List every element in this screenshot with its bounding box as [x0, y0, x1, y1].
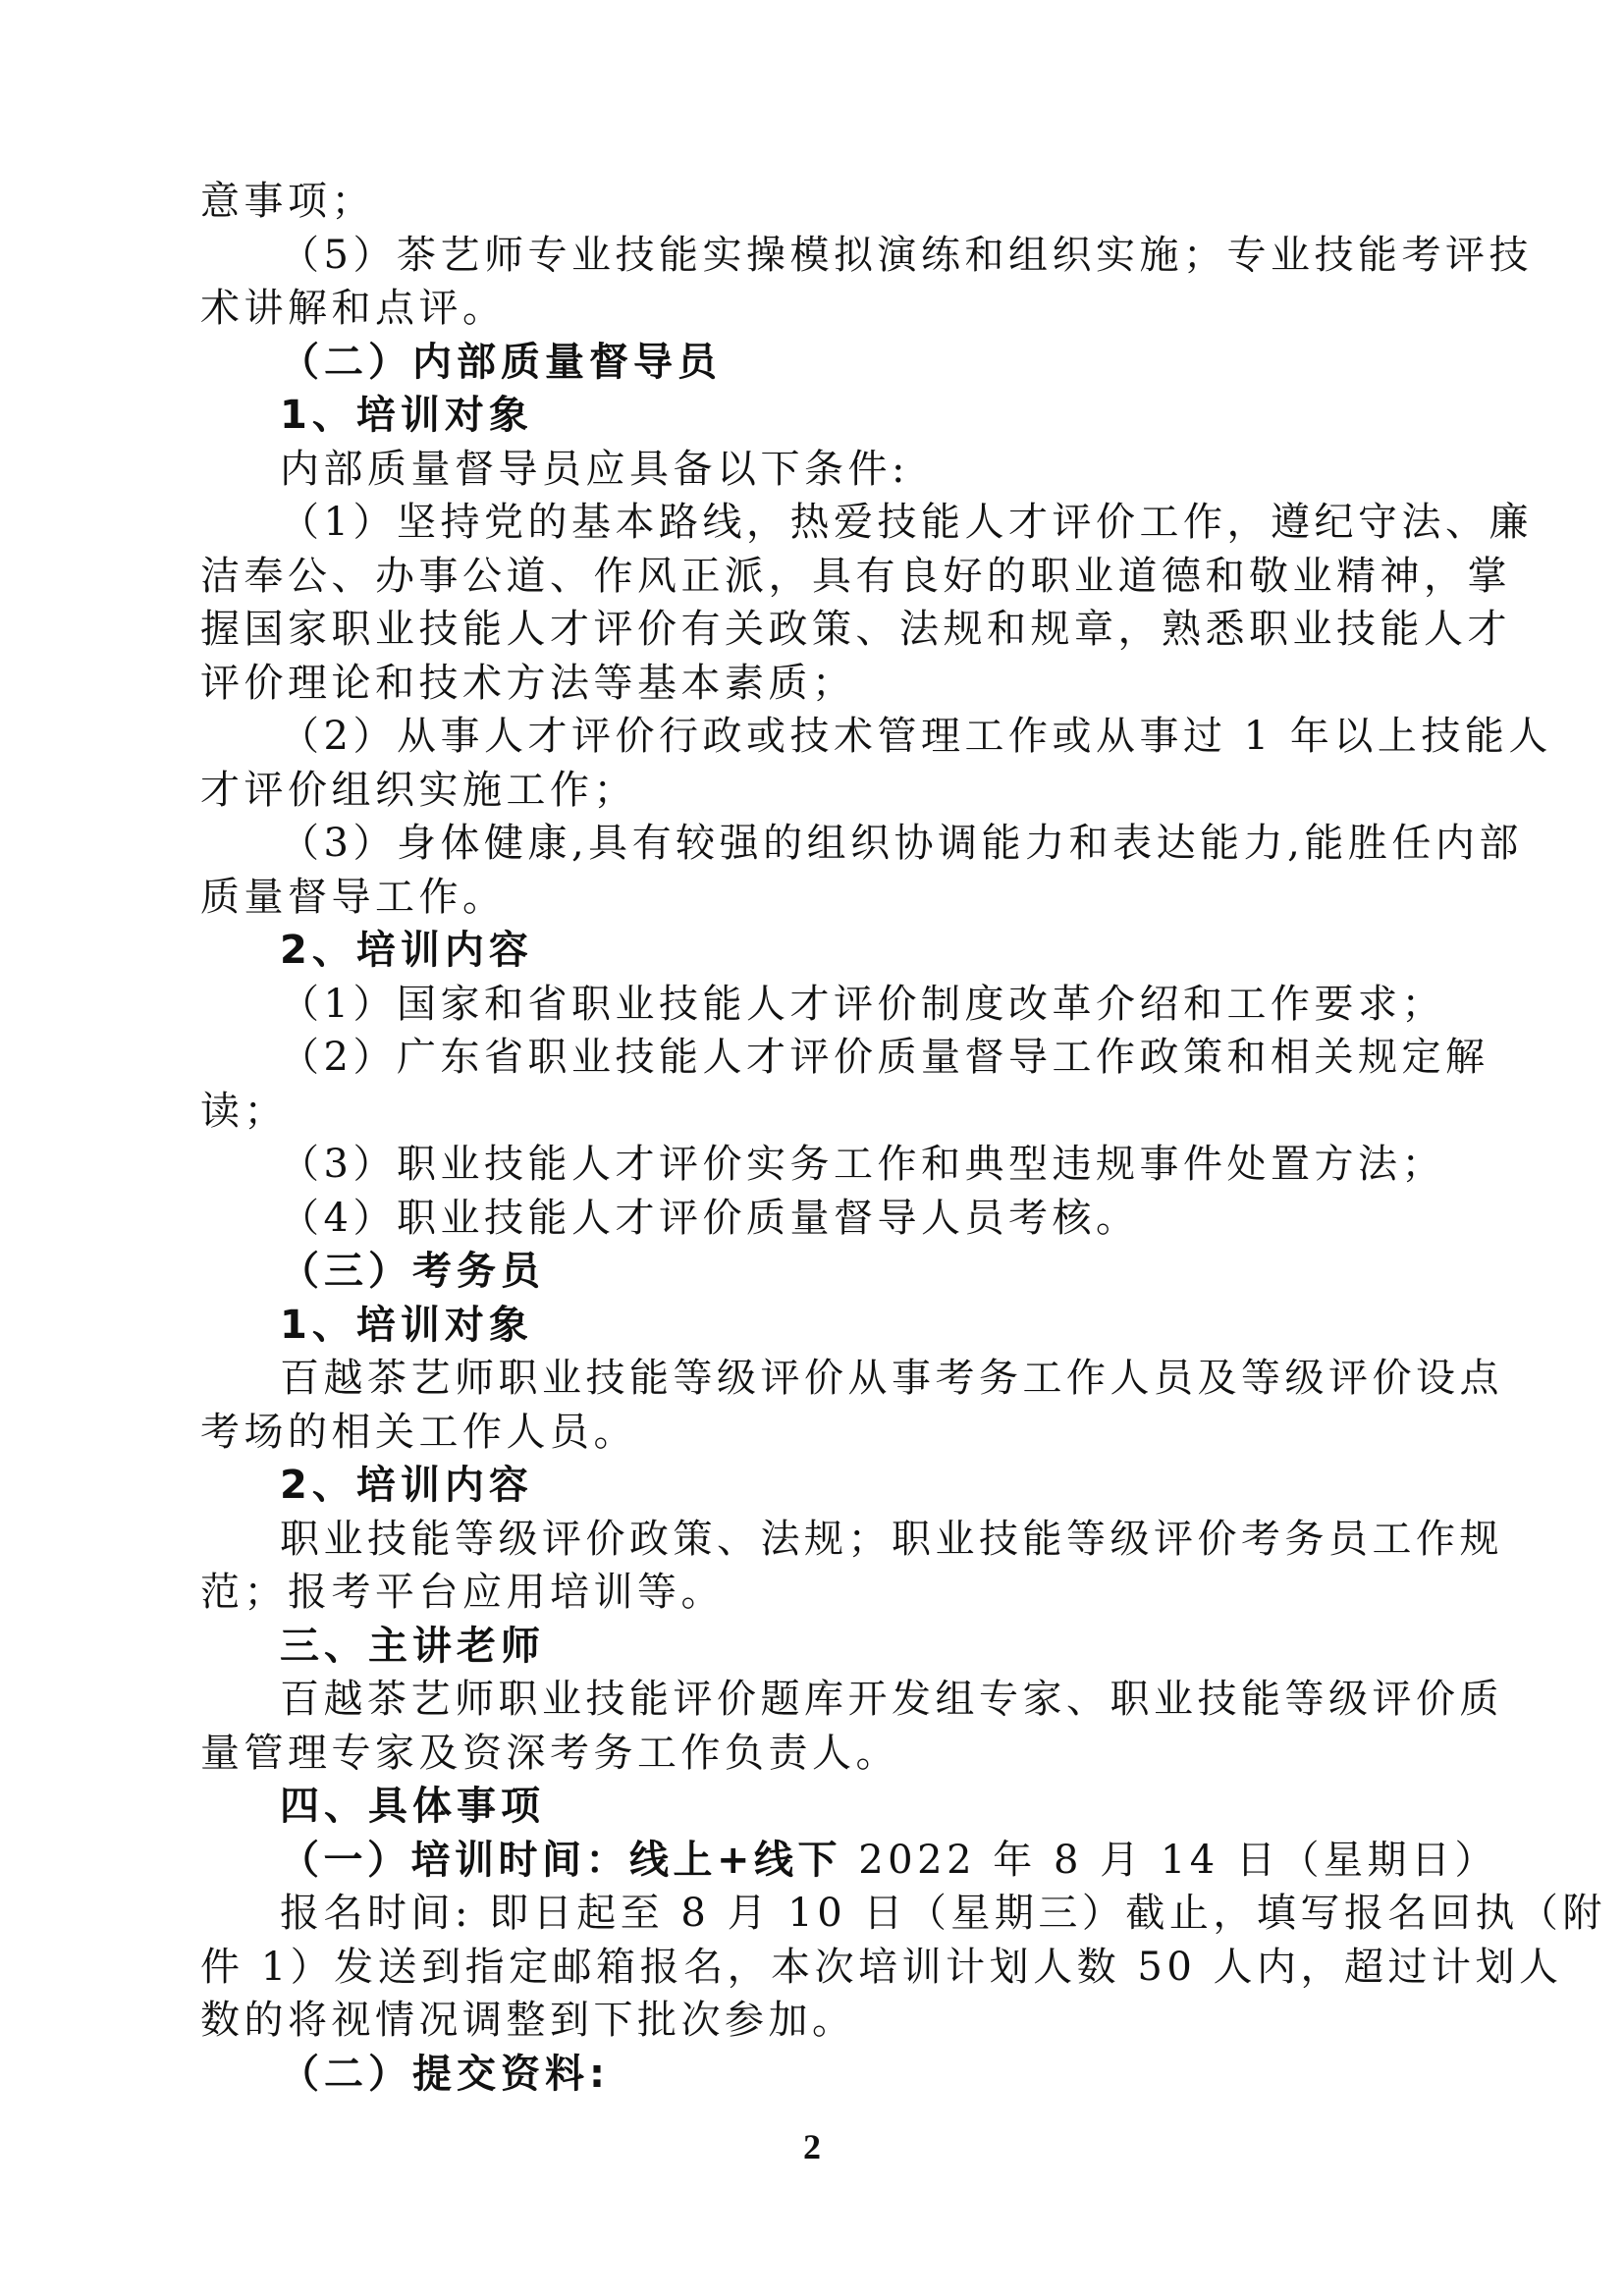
paragraph-line: 量管理专家及资深考务工作负责人。	[200, 1730, 899, 1776]
page-number: 2	[803, 2127, 821, 2166]
paragraph-line: 百越茶艺师职业技能评价题库开发组专家、职业技能等级评价质	[280, 1677, 1503, 1722]
paragraph-line: 百越茶艺师职业技能等级评价从事考务工作人员及等级评价设点	[280, 1356, 1503, 1401]
section-heading: （二）内部质量督导员	[280, 339, 722, 385]
paragraph-line: （5）茶艺师专业技能实操模拟演练和组织实施；专业技能考评技	[280, 232, 1533, 278]
paragraph-line: 职业技能等级评价政策、法规；职业技能等级评价考务员工作规	[280, 1516, 1503, 1562]
paragraph-line: （1）国家和省职业技能人才评价制度改革介绍和工作要求；	[280, 981, 1445, 1027]
paragraph-line: 报名时间: 即日起至 8 月 10 日（星期三）截止，填写报名回执（附	[280, 1891, 1606, 1936]
subsection-heading: 2、培训内容	[280, 928, 533, 973]
paragraph-line: （4）职业技能人才评价质量督导人员考核。	[280, 1195, 1140, 1241]
training-time-line	[200, 1834, 1498, 1887]
paragraph-line: 范；报考平台应用培训等。	[200, 1570, 725, 1615]
subsection-heading: 1、培训对象	[280, 393, 533, 438]
training-time-label: （一）培训时间：线上+线下	[280, 1837, 842, 1883]
paragraph-line: （3）身体健康,具有较强的组织协调能力和表达能力,能胜任内部	[280, 821, 1523, 866]
paragraph-line: 才评价组织实施工作；	[200, 767, 637, 813]
paragraph-line: 考场的相关工作人员。	[200, 1409, 637, 1455]
paragraph-line: 件 1）发送到指定邮箱报名，本次培训计划人数 50 人内，超过计划人	[200, 1944, 1563, 1990]
paragraph-line: 握国家职业技能人才评价有关政策、法规和规章，熟悉职业技能人才	[200, 607, 1511, 652]
subsection-heading: 1、培训对象	[280, 1302, 533, 1348]
section-heading: 三、主讲老师	[280, 1623, 545, 1669]
subsection-heading: 2、培训内容	[280, 1463, 533, 1508]
paragraph-line: 内部质量督导员应具备以下条件:	[280, 446, 909, 492]
paragraph-line: 评价理论和技术方法等基本素质；	[200, 660, 856, 706]
paragraph-line: 读；	[200, 1088, 288, 1134]
training-time-date: 2022 年 8 月 14 日（星期日）	[841, 1837, 1498, 1883]
paragraph-line: （2）广东省职业技能人才评价质量督导工作政策和相关规定解	[280, 1035, 1489, 1080]
paragraph-line: 意事项；	[200, 179, 375, 224]
section-heading: （二）提交资料:	[280, 2051, 610, 2097]
paragraph-line: （3）职业技能人才评价实务工作和典型违规事件处置方法；	[280, 1142, 1445, 1187]
section-heading: （三）考务员	[280, 1249, 545, 1294]
paragraph-line: （2）从事人才评价行政或技术管理工作或从事过 1 年以上技能人	[280, 714, 1552, 759]
paragraph-line: 数的将视情况调整到下批次参加。	[200, 1998, 856, 2043]
paragraph-line: 洁奉公、办事公道、作风正派，具有良好的职业道德和敬业精神，掌	[200, 553, 1511, 599]
paragraph-line: 术讲解和点评。	[200, 286, 507, 331]
paragraph-line: （1）坚持党的基本路线，热爱技能人才评价工作，遵纪守法、廉	[280, 500, 1533, 545]
section-heading: 四、具体事项	[280, 1784, 545, 1829]
document-body	[200, 175, 1606, 2101]
paragraph-line: 质量督导工作。	[200, 874, 507, 920]
